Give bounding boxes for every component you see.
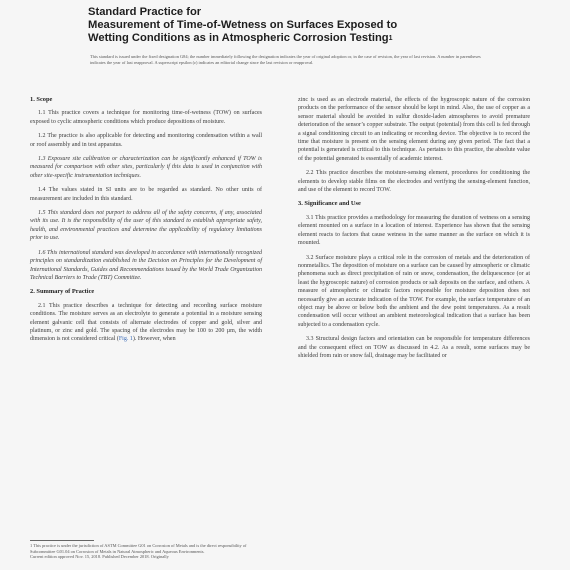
title-line-1: Standard Practice for	[88, 6, 202, 18]
paragraph-1-3: 1.3 Exposure site calibration or characterization can be significantly enhanced if TOW is measured for comparison with other sites, particularly if this data is used in conjunction with other site-specific instrumentation techniques.	[30, 156, 262, 179]
title-line-2: Measurement of Time-of-Wetness on Surfaces Exposed to	[88, 19, 398, 31]
paragraph-1-5: 1.5 This standard does not purport to address all of the safety concerns, if any, associated with its use. It is the responsibility of the user of this standard to establish appropriate safety, health, and environmental practices and determine the applicability of regulatory limitations prior to use.	[30, 210, 262, 242]
paragraph-1-6: 1.6 This international standard was developed in accordance with internationally recognized principles on standardization established in the Decision on Principles for the Development of International Standards, Guides and Recommendations issued by the World Trade Organization Technical Barriers to Trade (TBT) Committee.	[30, 249, 262, 281]
figure-1-link[interactable]: Fig. 1	[118, 336, 133, 343]
paragraph-2-2: 2.2 This practice describes the moisture-sensing element, procedures for conditioning the elements to develop stable films on the electrodes and verifying the sensing-element function, and use of the element to record TOW.	[298, 170, 530, 194]
section-heading-summary: 2. Summary of Practice	[30, 288, 95, 296]
title-footnote-mark: 1	[388, 35, 393, 42]
paragraph-2-1-text-b: ). However, when	[132, 336, 176, 343]
footnotes	[30, 543, 262, 560]
footnote-divider	[30, 540, 94, 541]
title-line-3	[88, 32, 528, 45]
paragraph-2-1-text-a: 2.1 This practice describes a technique for detecting and recording surface moisture conditions. The moisture serves as an electrolyte to generate a potential in a moisture sensing element galvanic cell that consists of alternate electrodes of copper and gold, silver and platinum, or zinc and gold. The spacing of the electrodes may be 100 to 200 µm, the width dimension is not considered critical (	[30, 302, 262, 343]
paragraph-3-2: 3.2 Surface moisture plays a critical role in the corrosion of metals and the deterioration of nonmetallics. The deposition of moisture on a surface can be caused by atmospheric or climatic phenomena such as direct precipitation of rain or snow, condensation, the deliquescence (or at least the hygroscopic nature) of corrosion products or salt deposits on the surface, and others. A measure of atmospheric or climatic factors responsible for moisture deposition does not necessarily give an accurate indication of the TOW. For example, the surface temperature of an object may be above or below both the ambient and the dew point temperatures. As a result condensation will occur without an ambient meteorological indication that a surface has been subjected to a condensation cycle.	[298, 254, 530, 328]
left-column	[30, 96, 262, 350]
paragraph-2-1-continued: zinc is used as an electrode material, the effects of the hygroscopic nature of the corrosion products on the performance of the sensor should be kept in mind. Also, the use of copper as a sensor material should be avoided in sulfur dioxide-laden atmospheres to avoid premature deterioration of the sensor’s copper substrate. The output (potential) from this cell is fed through a signal conditioning circuit to an indicating or recording device. The objective is to record the time that moisture is present on the sensing element during any given period. The fact that a potential is generated is critical to this technique. As pertains to this practice, the absolute value of the potential generated is essentially of academic interest.	[298, 97, 530, 162]
section-heading-significance: 3. Significance and Use	[298, 200, 361, 208]
title-line-3-text: Wetting Conditions as in Atmospheric Corrosion Testing	[88, 32, 389, 44]
paragraph-1-4: 1.4 The values stated in SI units are to be regarded as standard. No other units of measurement are included in this standard.	[30, 187, 262, 202]
paragraph-1-1: 1.1 This practice covers a technique for monitoring time-of-wetness (TOW) on surfaces exposed to cyclic atmospheric conditions which produce depositions of moisture.	[30, 110, 262, 125]
paragraph-1-2: 1.2 The practice is also applicable for detecting and monitoring condensation within a wall or roof assembly and in test apparatus.	[30, 133, 262, 148]
right-column	[298, 96, 530, 366]
footnote-1: 1 This practice is under the jurisdiction of ASTM Committee G01 on Corrosion of Metals and is the direct responsibility of Subcommittee G01.04 on Corrosion of Metals in Natural Atmospheric and Aqueous Environments.	[30, 543, 247, 554]
designation-notice: This standard is issued under the fixed designation G84; the number immediately following the designation indicates the year of original adoption or, in the case of revision, the year of last revision. A number in parentheses indicates the year of last reapproval. A superscript epsilon (ε) indicates an editorial change since the last revision or reapproval.	[90, 54, 481, 65]
footnote-2: Current edition approved Nov. 15, 2018. Published December 2018. Originally	[30, 554, 169, 560]
paragraph-3-3: 3.3 Structural design factors and orientation can be responsible for temperature differences and the consequent effect on TOW as discussed in 4.2. As a result, some surfaces may be shielded from rain or snow fall, drainage may be facilitated or	[298, 336, 530, 359]
paragraph-2-1	[30, 302, 262, 344]
section-heading-scope: 1. Scope	[30, 96, 53, 103]
document-title	[88, 6, 528, 45]
paragraph-3-1: 3.1 This practice provides a methodology for measuring the duration of wetness on a sensing element mounted on a surface in a location of interest. Experience has shown that the sensing element reacts to factors that cause wetness in the same manner as the surface on which it is mounted.	[298, 214, 530, 247]
